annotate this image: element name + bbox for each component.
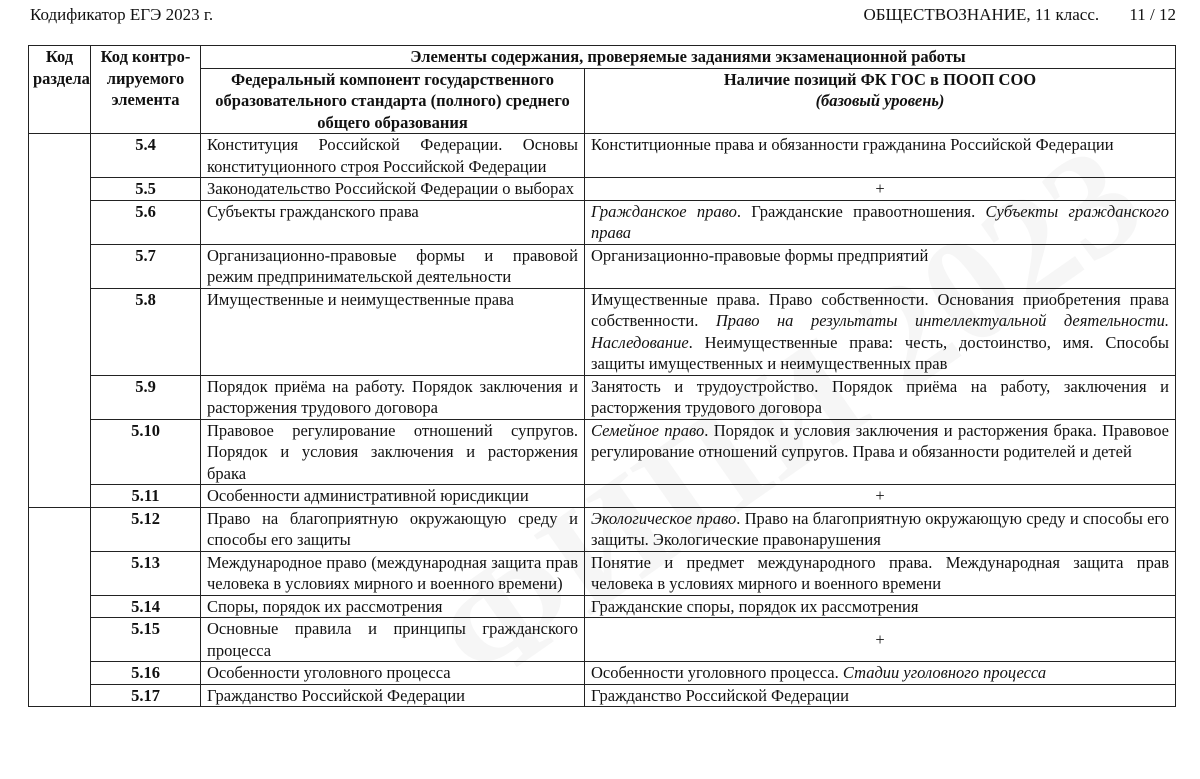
federal-content: Организационно-правовые формы и правовой режим предпринимательской деятельности <box>201 244 585 288</box>
federal-content: Гражданство Российской Федерации <box>201 684 585 707</box>
table-row <box>29 375 1176 419</box>
poop-content <box>585 662 1176 685</box>
content-elements-header: Элементы содержания, проверяемые заданиями экзаменационной работы <box>201 46 1176 69</box>
poop-content: Занятость и трудоустройство. Порядок приёма на работу, заключения и расторжения трудового договора <box>585 375 1176 419</box>
poop-italic: Субъекты гражданского права <box>591 201 1169 242</box>
federal-content: Конституция Российской Федерации. Основы конституционного строя Российской Федерации <box>201 134 585 178</box>
table-row <box>29 419 1176 485</box>
codifier-table <box>28 45 1176 707</box>
poop-content: Конститционные права и обязанности гражданина Российской Федерации <box>585 134 1176 178</box>
poop-present-mark: + <box>585 618 1176 662</box>
element-code: 5.12 <box>91 507 201 551</box>
table-row <box>29 178 1176 201</box>
header-row <box>29 46 1176 69</box>
page-number: 11 / 12 <box>1129 5 1176 24</box>
federal-content: Законодательство Российской Федерации о выборах <box>201 178 585 201</box>
poop-content: Организационно-правовые формы предприятий <box>585 244 1176 288</box>
table-row <box>29 134 1176 178</box>
poop-content <box>585 200 1176 244</box>
federal-content: Порядок приёма на работу. Порядок заключения и расторжения трудового договора <box>201 375 585 419</box>
poop-content: Гражданство Российской Федерации <box>585 684 1176 707</box>
poop-text: . Гражданские правоотношения. <box>736 201 986 221</box>
poop-header-level: (базовый уровень) <box>815 91 945 110</box>
poop-content <box>585 507 1176 551</box>
element-code: 5.14 <box>91 595 201 618</box>
federal-content: Международное право (международная защита прав человека в условиях мирного и военного времени) <box>201 551 585 595</box>
poop-italic: Стадии уголовного процесса <box>842 663 1047 682</box>
poop-text: . Право на благоприятную окружающую среду и способы его защиты. Экологические правонарушения <box>591 508 1169 549</box>
element-code: 5.7 <box>91 244 201 288</box>
poop-content <box>585 288 1176 375</box>
federal-content: Особенности уголовного процесса <box>201 662 585 685</box>
element-code: 5.11 <box>91 485 201 508</box>
table-row <box>29 200 1176 244</box>
header-right <box>863 4 1176 26</box>
federal-content: Имущественные и неимущественные права <box>201 288 585 375</box>
element-code: 5.4 <box>91 134 201 178</box>
element-code: 5.8 <box>91 288 201 375</box>
element-code-header: Код контро-лируемого элемента <box>91 46 201 134</box>
table-row <box>29 618 1176 662</box>
poop-header-title: Наличие позиций ФК ГОС в ПООП СОО <box>723 69 1037 89</box>
element-code: 5.10 <box>91 419 201 485</box>
poop-text: Имущественные права. Право собственности. Основания приобретения права собственности. <box>591 289 1169 330</box>
element-code: 5.17 <box>91 684 201 707</box>
section-cell <box>29 507 91 707</box>
poop-content: Гражданские споры, порядок их рассмотрения <box>585 595 1176 618</box>
federal-content: Субъекты гражданского права <box>201 200 585 244</box>
poop-present-mark: + <box>585 178 1176 201</box>
federal-standard-header: Федеральный компонент государственного образовательного стандарта (полного) среднего общего образования <box>201 68 585 134</box>
poop-italic: Экологическое право <box>591 508 737 528</box>
section-code-header: Код раздела <box>29 46 91 134</box>
poop-italic: Гражданское право <box>591 201 737 221</box>
federal-content: Правовое регулирование отношений супругов. Порядок и условия заключения и расторжения брака <box>201 419 585 485</box>
element-code: 5.6 <box>91 200 201 244</box>
table-row <box>29 507 1176 551</box>
element-code: 5.13 <box>91 551 201 595</box>
poop-italic: Право на результаты интеллектуальной деятельности. Наследование <box>591 311 1169 352</box>
federal-content: Основные правила и принципы гражданского процесса <box>201 618 585 662</box>
element-code: 5.15 <box>91 618 201 662</box>
poop-content: Понятие и предмет международного права. Международная защита прав человека в условиях мирного и военного времени <box>585 551 1176 595</box>
poop-text: Особенности уголовного процесса. <box>591 663 843 682</box>
table-row <box>29 684 1176 707</box>
table-row <box>29 288 1176 375</box>
element-code: 5.9 <box>91 375 201 419</box>
section-cell <box>29 134 91 508</box>
element-code: 5.16 <box>91 662 201 685</box>
federal-content: Особенности административной юрисдикции <box>201 485 585 508</box>
table-row <box>29 244 1176 288</box>
poop-italic: Семейное право <box>591 420 705 440</box>
federal-content: Право на благоприятную окружающую среду и способы его защиты <box>201 507 585 551</box>
federal-content: Споры, порядок их рассмотрения <box>201 595 585 618</box>
poop-content <box>585 419 1176 485</box>
table-row <box>29 662 1176 685</box>
page-header <box>30 4 1176 26</box>
table-row <box>29 551 1176 595</box>
document-title: Кодификатор ЕГЭ 2023 г. <box>30 5 214 24</box>
poop-present-mark: + <box>585 485 1176 508</box>
table-row <box>29 485 1176 508</box>
element-code: 5.5 <box>91 178 201 201</box>
poop-text: . Порядок и условия заключения и расторжения брака. Правовое регулирование отношений супругов. Права и обязанности родителей и детей <box>591 420 1169 461</box>
poop-text: . Неимущественные права: честь, достоинство, имя. Способы защиты имущественных и неимущественных прав <box>591 332 1169 373</box>
subheader-row <box>29 68 1176 134</box>
poop-header <box>585 68 1176 134</box>
table-row <box>29 595 1176 618</box>
subject-label: ОБЩЕСТВОЗНАНИЕ, 11 класс. <box>863 5 1100 24</box>
